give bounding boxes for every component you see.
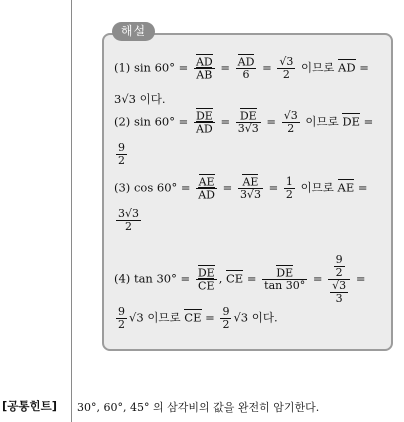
item-number: (4) bbox=[114, 271, 131, 286]
solution-tag: 해설 bbox=[112, 22, 155, 41]
function-expr: sin 60° = bbox=[133, 60, 189, 75]
fraction: $\frac{√3}{2}$ bbox=[279, 55, 294, 81]
fraction: $\frac{DE}{\tan 30^\circ}$ bbox=[264, 266, 306, 292]
fraction: $\frac{9}{2}$ bbox=[118, 305, 125, 331]
fraction: $\frac{√3}{2}$ bbox=[283, 109, 298, 135]
solution-line-4b: $\frac{9}{2}$ √3 이므로 CE = $\frac{9}{2}$ √3 이다. bbox=[118, 305, 278, 331]
margin-rule bbox=[71, 0, 72, 422]
item-number: (1) bbox=[114, 60, 131, 75]
fraction: $\frac{9}{2}$ bbox=[118, 141, 125, 167]
fraction: $\frac{DE}{CE}$ bbox=[197, 266, 215, 292]
solution-line-3: (3) cos 60° = $\frac{AE}{AD}$ = $\frac{AE}{3√3}$ = $\frac{1}{2}$ 이므로 AE = bbox=[114, 175, 368, 201]
compound-fraction: $\frac{\frac{9}{2}}{\frac{√3}{3}}$ bbox=[328, 254, 350, 305]
item-number: (3) bbox=[114, 180, 131, 195]
common-hint-label: [공통힌트] bbox=[2, 399, 57, 413]
common-hint-text: 30°, 60°, 45° 의 삼각비의 값을 완전히 암기한다. bbox=[77, 401, 320, 414]
fraction: $\frac{AE}{AD}$ bbox=[198, 175, 215, 201]
fraction: $\frac{DE}{3√3}$ bbox=[237, 109, 259, 135]
solution-line-1b: 3√3 이다. bbox=[114, 92, 166, 106]
fraction: $\frac{AE}{3√3}$ bbox=[239, 175, 261, 201]
fraction: $\frac{AD}{6}$ bbox=[237, 55, 255, 81]
item-number: (2) bbox=[114, 114, 131, 129]
fraction: $\frac{1}{2}$ bbox=[285, 175, 293, 201]
solution-line-2: (2) sin 60° = $\frac{DE}{AD}$ = $\frac{DE}{3√3}$ = $\frac{√3}{2}$ 이므로 DE = bbox=[114, 109, 374, 135]
fraction: $\frac{AD}{AB}$ bbox=[195, 55, 213, 81]
solution-line-3b bbox=[114, 208, 143, 233]
solution-line-4: (4) tan 30° = $\frac{DE}{CE}$ , CE = $\frac{DE}{\tan 30^\circ}$ = $\frac{\frac{9}{2}}{\frac{√3}{3}}$ = bbox=[114, 253, 366, 305]
fraction: $\frac{3√3}{2}$ bbox=[118, 207, 140, 233]
solution-line-1: (1) sin 60° = $\frac{AD}{AB}$ = $\frac{AD}{6}$ = $\frac{√3}{2}$ 이므로 AD = bbox=[114, 55, 369, 81]
solution-line-2b bbox=[114, 142, 129, 167]
fraction: $\frac{DE}{AD}$ bbox=[195, 109, 213, 135]
fraction: $\frac{9}{2}$ bbox=[222, 305, 230, 331]
